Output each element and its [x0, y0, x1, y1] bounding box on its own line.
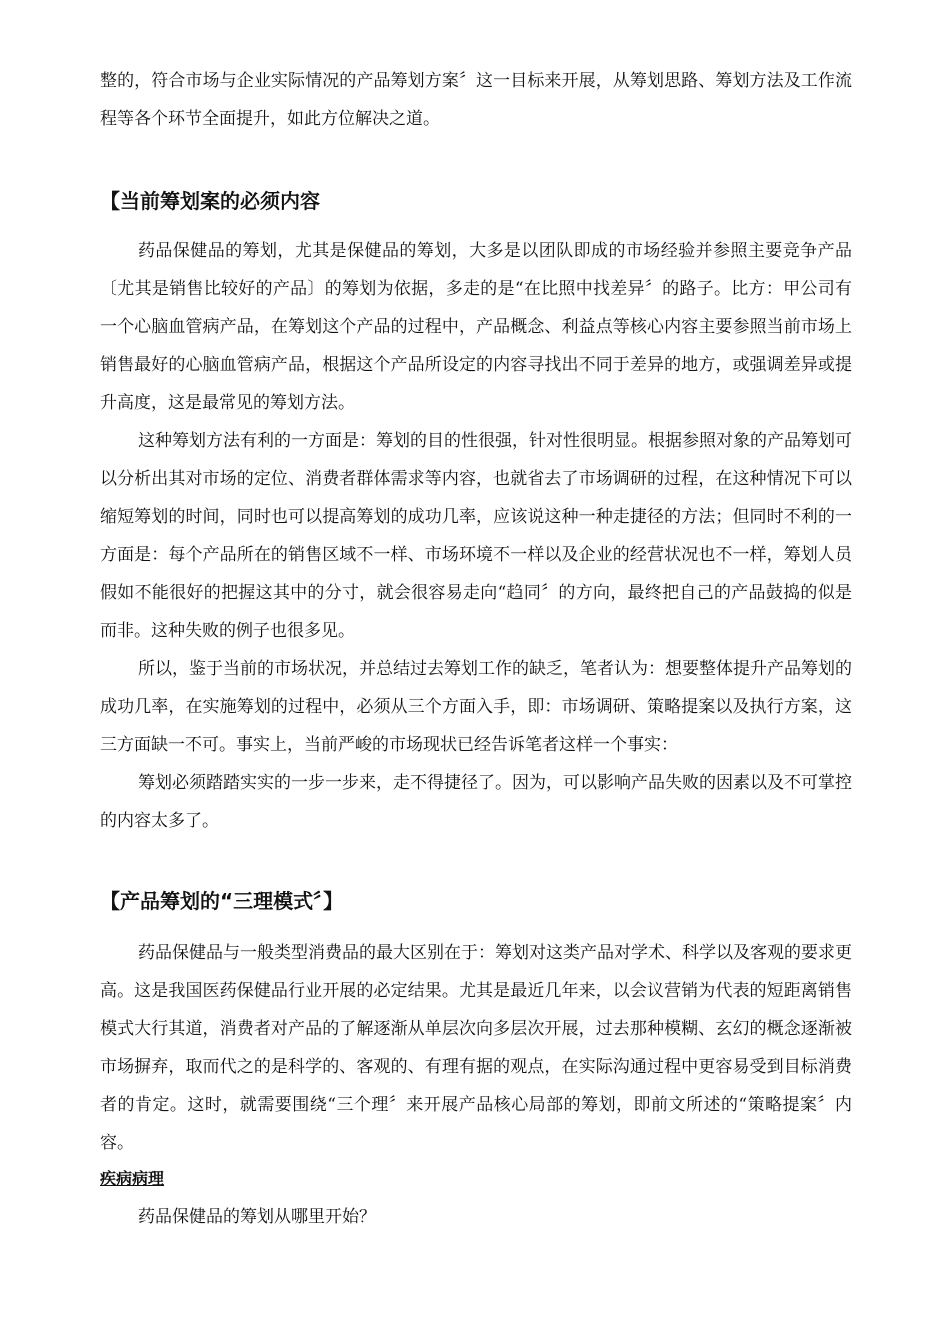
- body-paragraph: 药品保健品的筹划从哪里开始？: [138, 1207, 376, 1227]
- intro-paragraph: 整的，符合市场与企业实际情况的产品筹划方案〞这一目标来开展，从筹划思路、筹划方法及工作流程等各个环节全面提升，如此方位解决之道。: [100, 71, 852, 129]
- spacer: [100, 920, 852, 934]
- body-paragraph: 药品保健品与一般类型消费品的最大区别在于：筹划对这类产品对学术、科学以及客观的要求更高。这是我国医药保健品行业开展的必定结果。尤其是最近几年来，以会议营销为代表的短距离销售模式大行其道，消费者对产品的了解逐渐从单层次向多层次开展，过去那种模糊、玄幻的概念逐渐被市场摒弃，取而代之的是科学的、客观的、有理有据的观点，在实际沟通过程中更容易受到目标消费者的肯定。这时，就需要围绕“三个理〞来开展产品核心局部的筹划，即前文所述的“策略提案〞内容。: [100, 943, 852, 1153]
- body-paragraph: 筹划必须踏踏实实的一步一步来，走不得捷径了。因为，可以影响产品失败的因素以及不可掌控的内容太多了。: [100, 773, 852, 831]
- document-page: [100, 62, 852, 1236]
- body-paragraph: 这种筹划方法有利的一方面是：筹划的目的性很强，针对性很明显。根据参照对象的产品筹划可以分析出其对市场的定位、消费者群体需求等内容，也就省去了市场调研的过程，在这种情况下可以缩短筹划的时间，同时也可以提高筹划的成功几率，应该说这种一种走捷径的方法；但同时不利的一方面是：每个产品所在的销售区域不一样、市场环境不一样以及企业的经营状况也不一样，筹划人员假如不能很好的把握这其中的分寸，就会很容易走向“趋同〞的方向，最终把自己的产品鼓捣的似是而非。这种失败的例子也很多见。: [100, 431, 852, 641]
- spacer: [100, 220, 852, 232]
- subheading-disease-pathology: 疾病病理: [100, 1169, 165, 1188]
- body-paragraph: 所以，鉴于当前的市场状况，并总结过去筹划工作的缺乏，笔者认为：想要整体提升产品筹划的成功几率，在实施筹划的过程中，必须从三个方面入手，即：市场调研、策略提案以及执行方案，这三方面缺一不可。事实上，当前严峻的市场现状已经告诉笔者这样一个事实：: [100, 659, 852, 755]
- spacer: [100, 138, 852, 182]
- section-heading-current-plan: 【当前筹划案的必须内容: [100, 189, 320, 213]
- spacer: [100, 840, 852, 882]
- section-heading-three-principles: 【产品筹划的“三理模式〞】: [100, 889, 344, 913]
- body-paragraph: 药品保健品的筹划，尤其是保健品的筹划，大多是以团队即成的市场经验并参照主要竞争产品〔尤其是销售比较好的产品〕的筹划为依据，多走的是“在比照中找差异〞的路子。比方：甲公司有一个心脑血管病产品，在筹划这个产品的过程中，产品概念、利益点等核心内容主要参照当前市场上销售最好的心脑血管病产品，根据这个产品所设定的内容寻找出不同于差异的地方，或强调差异或提升高度，这是最常见的筹划方法。: [100, 241, 852, 413]
